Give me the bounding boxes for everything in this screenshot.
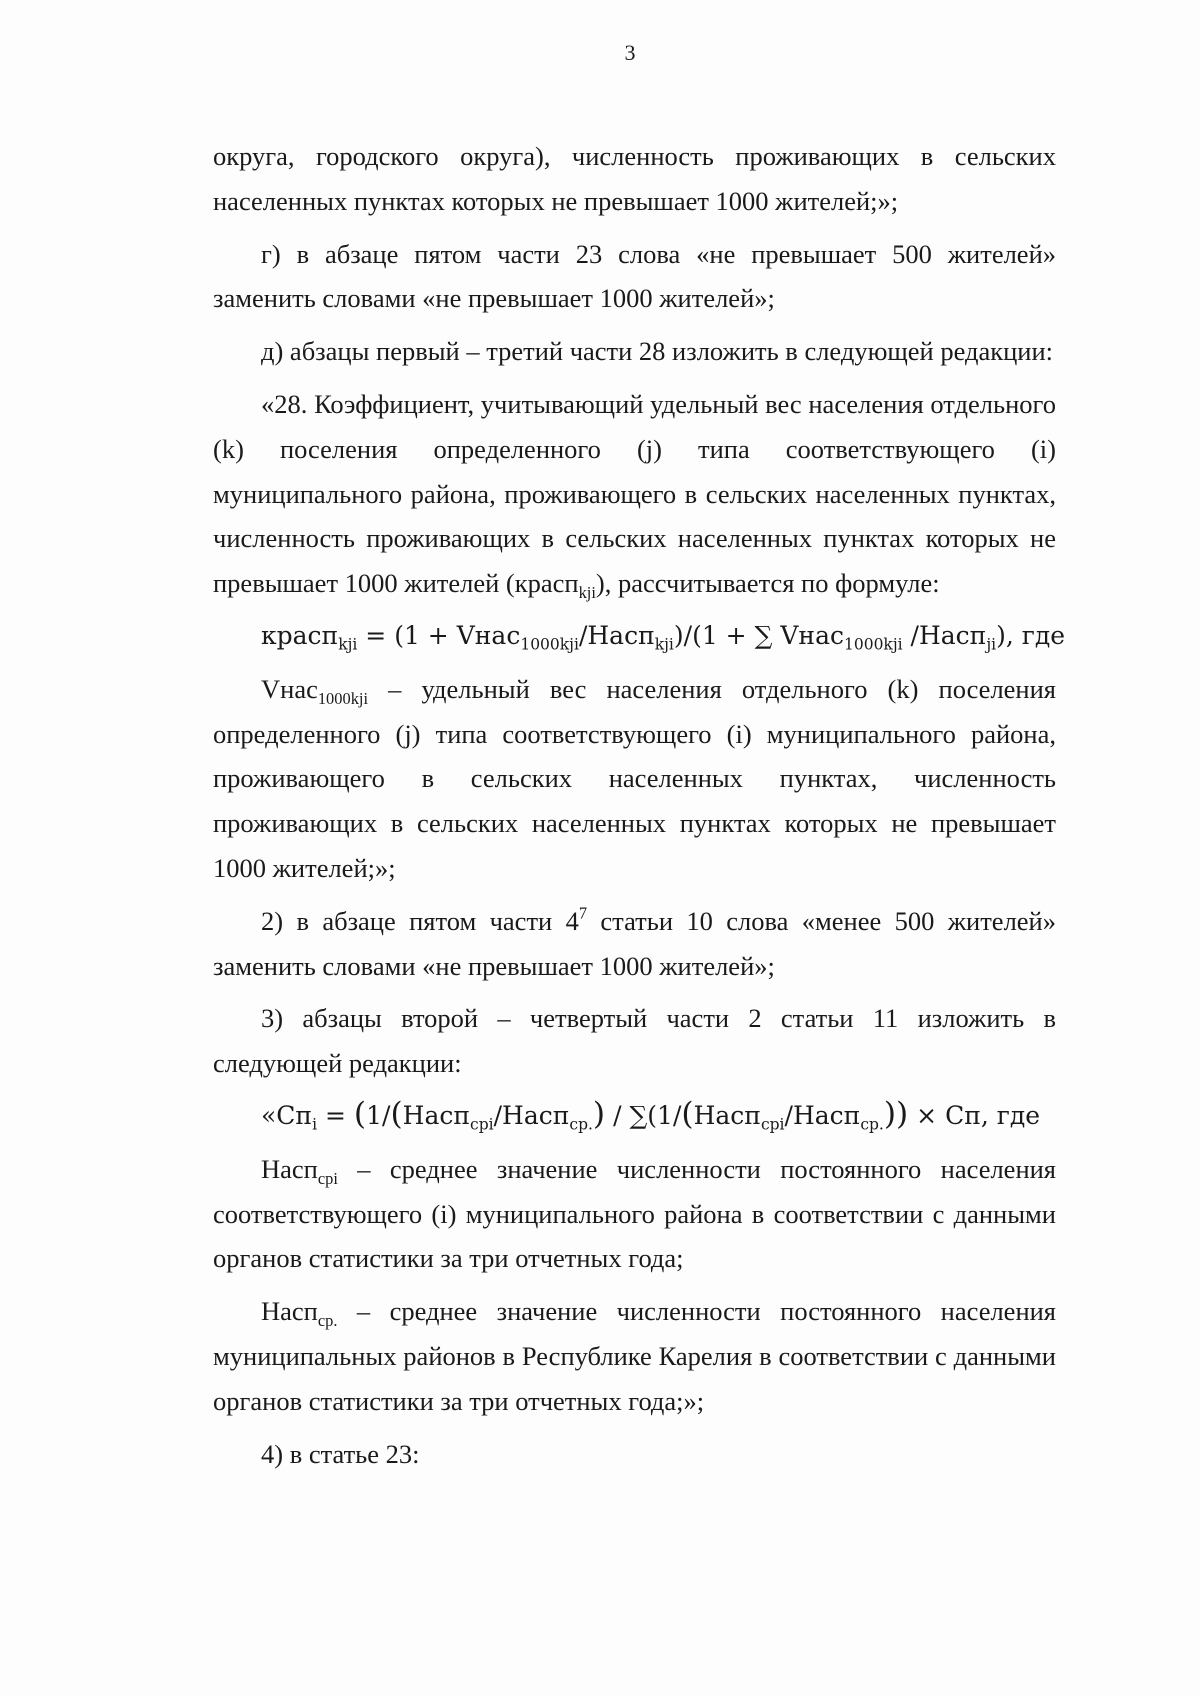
definition-text: – среднее значение численности постоянного населения муниципальных районов в Республике Карелия в соответствии с данными органов статистики за три отчетных года;»;	[213, 1296, 1056, 1416]
subscript: i	[312, 1115, 318, 1134]
formula-term: «Сп	[261, 1100, 313, 1130]
subscript: 1000kji	[843, 635, 903, 654]
paragraph-definition-nasp-cp	[213, 1289, 1056, 1423]
paragraph-part-28-tail: ), рассчитывается по формуле:	[595, 568, 940, 599]
subscript: cpi	[470, 1115, 494, 1134]
paragraph-item-3: 3) абзацы второй – четвертый части 2 статьи 11 изложить в следующей редакции:	[213, 1003, 1056, 1079]
paragraph-definition-vnas	[213, 667, 1056, 891]
paren: (	[353, 1095, 367, 1132]
formula-term: Насп	[693, 1100, 761, 1130]
subscript: cp.	[317, 1310, 338, 1330]
formula-term: /Насп	[493, 1100, 570, 1130]
formula-term: )/(1 + ∑ Vнас	[673, 620, 844, 650]
formula-term: Насп	[402, 1100, 471, 1130]
paragraph-item-2-tail: статьи 10 слова «менее 500 жителей» заменить словами «не превышает 1000 жителей»;	[213, 905, 1056, 981]
formula-krasp	[213, 614, 1066, 659]
subscript: 1000kji	[520, 635, 579, 654]
paragraph-item-d: д) абзацы первый – третий части 28 изложить в следующей редакции:	[261, 336, 1054, 367]
formula-term: / ∑(1/	[605, 1100, 682, 1130]
subscript: cp.	[860, 1115, 884, 1134]
paragraph-item-g: г) в абзаце пятом части 23 слова «не превышает 500 жителей» заменить словами «не превышает 1000 жителей»;	[213, 238, 1056, 314]
paragraph-continuation: округа, городского округа), численность проживающих в сельских населенных пунктах которых не превышает 1000 жителей;»;	[213, 141, 1056, 216]
paren: ))	[883, 1095, 909, 1132]
formula-term: =	[317, 1100, 354, 1130]
paragraph-part-28	[213, 382, 1056, 606]
superscript: 7	[578, 903, 588, 923]
subscript: cp.	[569, 1115, 593, 1134]
subscript: cpi	[317, 1168, 338, 1188]
paragraph-item-2	[213, 899, 1056, 989]
formula-term: /Насп	[578, 620, 655, 650]
formula-term: 1/	[366, 1100, 391, 1130]
definition-term: Насп	[261, 1296, 318, 1327]
formula-term: ), где	[996, 620, 1066, 650]
paren: (	[390, 1095, 403, 1132]
subscript: kji	[654, 635, 674, 654]
definition-term: Vнас	[261, 673, 318, 704]
paren: )	[592, 1095, 606, 1132]
paragraph-item-2-text: 2) в абзаце пятом части 4	[261, 905, 579, 936]
paren: (	[681, 1095, 694, 1132]
formula-term: /Насп	[902, 620, 987, 650]
formula-term: = (1 + Vнас	[357, 620, 521, 650]
definition-term: Насп	[261, 1153, 318, 1184]
subscript: kji	[338, 635, 358, 654]
paragraph-definition-nasp-cpi	[213, 1147, 1056, 1281]
page-number: 3	[624, 40, 636, 65]
formula-term: /Насп	[784, 1100, 861, 1130]
paragraph-item-4: 4) в статье 23:	[261, 1438, 420, 1469]
definition-text: – среднее значение численности постоянного населения соответствующего (i) муниципального района в соответствии с данными органов статистики за три отчетных года;	[213, 1153, 1056, 1274]
formula-term: красп	[261, 620, 339, 650]
definition-text: – удельный вес населения отдельного (k) поселения определенного (j) типа соответствующего (i) муниципального района, проживающего в сельских населенных пунктах, численность проживающих в сельских населенных пунктах которых не превышает 1000 жителей;»;	[213, 673, 1056, 883]
subscript: kji	[578, 582, 596, 602]
subscript: cpi	[760, 1115, 785, 1134]
formula-term: × Сп, где	[908, 1100, 1041, 1130]
formula-sp	[213, 1094, 1056, 1139]
document-body	[213, 134, 1066, 1484]
subscript: ji	[986, 635, 997, 654]
paragraph-part-28-text: «28. Коэффициент, учитывающий удельный вес населения отдельного (k) поселения определенного (j) типа соответствующего (i) муниципального района, проживающего в сельских населенных пунктах, численность проживающих в сельских населенных пунктах которых не превышает 1000 жителей (красп	[213, 388, 1056, 599]
subscript: 1000kji	[317, 688, 369, 708]
